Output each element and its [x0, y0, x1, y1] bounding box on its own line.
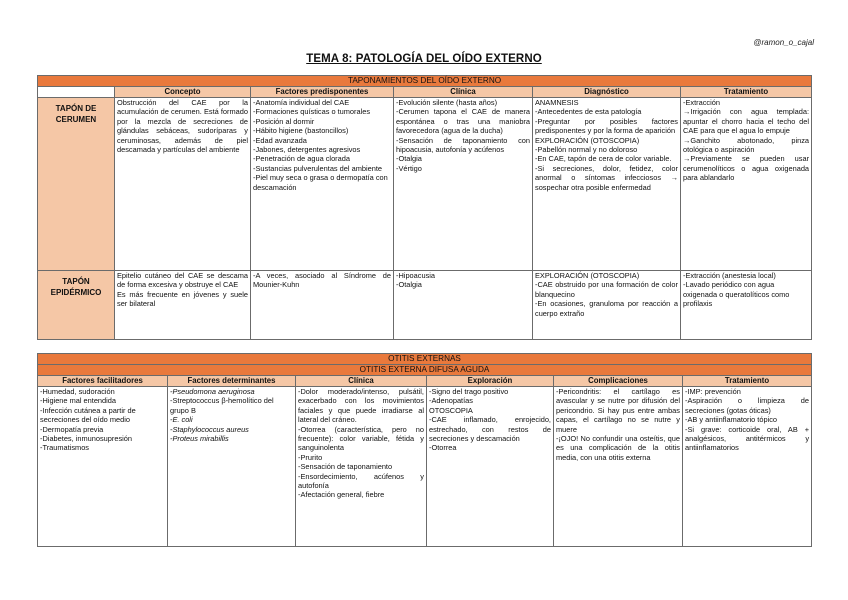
list-item: -Posición al dormir	[253, 116, 315, 126]
list-item: -Cerumen tapona el CAE de manera espontánea o tras una maniobra favorecedora (agua de la ducha)	[396, 107, 530, 136]
determinantes-cell	[168, 387, 296, 547]
list-item: -Edad avanzada	[253, 135, 307, 145]
list-item: -Jabones, detergentes agresivos	[253, 145, 361, 155]
column-header: Clínica	[394, 87, 533, 98]
otitis-externas-table	[37, 353, 812, 547]
table2-heading: OTITIS EXTERNAS	[38, 354, 812, 365]
table-row	[38, 387, 812, 547]
column-header: Exploración	[427, 376, 554, 387]
list-item: -Antecedentes de esta patología	[535, 107, 642, 117]
table2-subheading: OTITIS EXTERNA DIFUSA AGUDA	[38, 365, 812, 376]
list-item: -¡OJO! No confundir una osteítis, que es una complicación de la otitis media, con una otitis externa	[556, 434, 680, 462]
column-header: Diagnóstico	[533, 87, 681, 98]
list-item: -En ocasiones, granuloma por reacción a cuerpo extraño	[535, 299, 678, 318]
list-item: Epitelio cutáneo del CAE se descama de forma excesiva y obstruye el CAE	[117, 271, 248, 290]
list-item: -Otorrea	[429, 443, 457, 453]
clinica-cell	[394, 271, 533, 340]
list-item: -Staphylococcus aureus	[170, 424, 249, 434]
column-header: Complicaciones	[554, 376, 683, 387]
clinica-cell	[394, 98, 533, 271]
list-item: -Anatomía individual del CAE	[253, 98, 350, 107]
table-row	[38, 271, 812, 340]
list-item: -Otorrea (característica, pero no frecuente): color variable, fétida y sanguinolenta	[298, 424, 424, 453]
list-item: -Extracción	[683, 98, 720, 107]
list-item: →Previamente se pueden usar cerumenolíticos o agua oxigenada para ablandarlo	[683, 154, 810, 183]
list-item: -Vértigo	[396, 163, 422, 173]
list-item: -Otalgia	[396, 154, 422, 164]
list-item: -Aspiración o limpieza de secreciones (gotas óticas)	[685, 396, 810, 415]
column-header: Clínica	[296, 376, 427, 387]
list-item: -Hipoacusia	[396, 271, 436, 280]
list-item: -Pabellón normal y no doloroso	[535, 145, 638, 155]
page-title: TEMA 8: PATOLOGÍA DEL OÍDO EXTERNO	[306, 53, 542, 65]
list-item: -AB y antiinflamatorio tópico	[685, 415, 778, 425]
concepto-cell: Obstrucción del CAE por la acumulación de cerumen. Está formado por la mezcla de secreciones de glándulas sebáceas, sudoríparas y ceruminosas, además de piel descamada y partículas del ambiente	[115, 98, 251, 271]
facilitadores-cell	[38, 387, 168, 547]
list-item: -IMP: prevención	[685, 387, 741, 396]
list-item: -Formaciones quísticas o tumorales	[253, 107, 371, 117]
list-item: -Dermopatía previa	[40, 424, 104, 434]
row-label: TAPÓN DE CERUMEN	[38, 98, 115, 271]
list-item: -CAE obstruido por una formación de color blanquecino	[535, 280, 678, 299]
list-item: →Irrigación con agua templada: apuntar el chorro hacia el techo del CAE para que el agua lo empuje	[683, 107, 810, 136]
list-item: -Ensordecimiento, acúfenos y autofonía	[298, 471, 424, 491]
diagnostico-cell	[533, 271, 681, 340]
tratamiento-cell	[683, 387, 812, 547]
column-header: Factores facilitadores	[38, 376, 168, 387]
list-item: -Extracción (anestesia local)	[683, 271, 776, 280]
author-handle: @ramon_o_cajal	[753, 38, 814, 47]
concepto-cell	[115, 271, 251, 340]
column-header: Tratamiento	[681, 87, 812, 98]
list-item: -Preguntar por posibles factores predisponentes y por la forma de aparición	[535, 116, 678, 136]
list-item: -Signo del trago positivo	[429, 387, 509, 396]
list-item: -Otalgia	[396, 280, 422, 290]
list-item: -Evolución silente (hasta años)	[396, 98, 498, 107]
list-item: Es más frecuente en jóvenes y suele ser bilateral	[117, 289, 248, 309]
list-item: -CAE inflamado, enrojecido, estrechado, con restos de secreciones y descamación	[429, 415, 551, 444]
table1-heading: TAPONAMIENTOS DEL OÍDO EXTERNO	[38, 76, 812, 87]
table1-corner	[38, 87, 115, 98]
list-item: -Lavado periódico con agua oxigenada o queratolíticos como profilaxis	[683, 280, 790, 309]
list-item: -Pericondritis: el cartílago es avascular y se nutre por difusión del pericondrio. Si hay pus entre ambas capas, el cartílago no se nutre y muere	[556, 387, 680, 434]
factores-cell	[251, 98, 394, 271]
column-header: Factores determinantes	[168, 376, 296, 387]
list-item: EXPLORACIÓN (OTOSCOPIA)	[535, 271, 640, 280]
list-item: -Adenopatías	[429, 396, 473, 406]
list-item: -Traumatismos	[40, 443, 90, 453]
list-item: -Penetración de agua clorada	[253, 154, 350, 164]
clinica-cell	[296, 387, 427, 547]
column-header: Concepto	[115, 87, 251, 98]
factores-cell	[251, 271, 394, 340]
complicaciones-cell	[554, 387, 683, 547]
list-item: -Humedad, sudoración	[40, 387, 115, 396]
list-item: -Piel muy seca o grasa o dermopatía con descamación	[253, 173, 388, 192]
tratamiento-cell	[681, 98, 812, 271]
tratamiento-cell	[681, 271, 812, 340]
list-item: -Prurito	[298, 452, 323, 462]
table-row	[38, 98, 812, 271]
list-item: -En CAE, tapón de cera de color variable.	[535, 154, 672, 164]
list-item: OTOSCOPIA	[429, 405, 473, 415]
list-item: -Si secreciones, dolor, fetidez, color anormal o síntomas infecciosos → sospechar otra posible enfermedad	[535, 163, 678, 192]
taponamientos-table	[37, 75, 812, 340]
list-item: -Infección cutánea a partir de secreciones del oído medio	[40, 405, 136, 425]
list-item: -A veces, asociado al Síndrome de Mounier-Kuhn	[253, 271, 391, 290]
diagnostico-cell	[533, 98, 681, 271]
list-item: -Streptococcus β-hemolítico del grupo B	[170, 396, 274, 415]
list-item: -E. coli	[170, 415, 193, 425]
list-item: →Ganchito abotonado, pinza otológica o aspiración	[683, 135, 810, 155]
row-label: TAPÓN EPIDÉRMICO	[38, 271, 115, 340]
column-header: Factores predisponentes	[251, 87, 394, 98]
list-item: -Sensación de taponamiento con hipoacusia, autofonía y acúfenos	[396, 135, 530, 155]
list-item: -Sustancias pulverulentas del ambiente	[253, 163, 383, 173]
list-item: -Hábito higiene (bastoncillos)	[253, 126, 349, 136]
list-item: -Diabetes, inmunosupresión	[40, 434, 133, 444]
list-item: -Higiene mal entendida	[40, 396, 117, 406]
list-item: -Dolor moderado/intenso, pulsátil, exacerbado con los movimientos faciales y que puede irradiarse al lateral del cráneo.	[298, 387, 424, 425]
exploracion-cell	[427, 387, 554, 547]
list-item: -Proteus mirabillis	[170, 434, 229, 444]
list-item: -Pseudomona aeruginosa	[170, 387, 255, 396]
list-item: -Sensación de taponamiento	[298, 462, 393, 472]
list-item: -Afectación general, fiebre	[298, 490, 385, 500]
list-item: ANAMNESIS	[535, 98, 579, 107]
list-item: EXPLORACIÓN (OTOSCOPIA)	[535, 135, 640, 145]
list-item: -Si grave: corticoide oral, AB + analgésicos, antitérmicos y antiinflamatorios	[685, 424, 810, 453]
column-header: Tratamiento	[683, 376, 812, 387]
